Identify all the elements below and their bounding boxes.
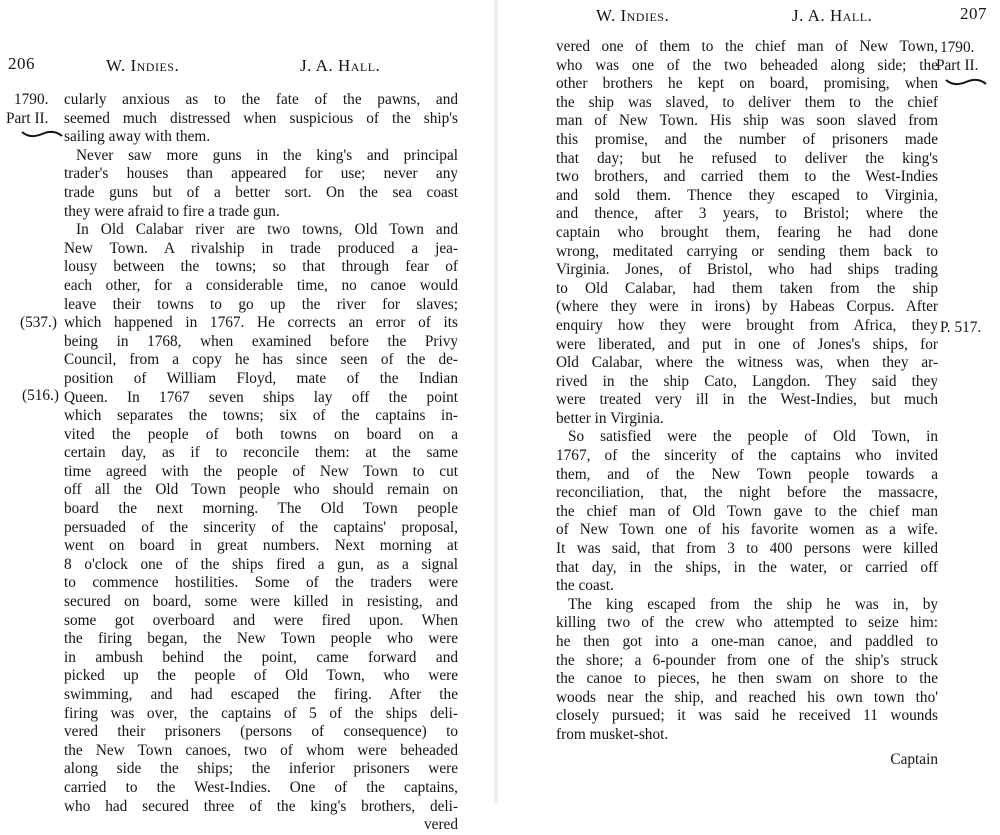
text-line: the shore; a 6-pounder from one of the ship's struck <box>556 651 938 669</box>
text-line: 1767, of the sincerity of the captains who invited <box>556 447 938 465</box>
text-line: and thence, after 3 years, to Bristol; where the <box>556 205 938 223</box>
text-line: The king escaped from the ship he was in, by <box>568 595 938 613</box>
text-line: New Town. A rivalship in trade produced a jea- <box>64 239 458 257</box>
text-line: some got overboard and were fired upon. When <box>64 611 458 629</box>
text-line: Never saw more guns in the king's and principal <box>76 146 458 164</box>
text-line: 8 o'clock one of the ships fired a gun, as a signal <box>64 555 458 573</box>
text-line: which happened in 1767. He corrects an error of its <box>64 314 458 332</box>
text-line: woods near the ship, and reached his own town tho' <box>556 688 938 706</box>
text-line: swimming, and had escaped the firing. After the <box>64 686 458 703</box>
text-line: Council, from a copy he has since seen of the de- <box>64 351 458 369</box>
margin-year: 1790. <box>940 39 975 56</box>
text-line: It was said, that from 3 to 400 persons were killed <box>556 540 938 558</box>
text-line: vered their prisoners (persons of consequence) to <box>64 723 458 741</box>
text-line: leave their towns to go up the river for slaves; <box>64 295 458 313</box>
text-line: Virginia. Jones, of Bristol, who had ships trading <box>556 261 938 279</box>
running-head-section: W. Indies. <box>596 6 670 25</box>
left-page <box>0 0 492 834</box>
text-line: the canoe to pieces, he then swam on shore to the <box>556 670 938 688</box>
running-head-section: W. Indies. <box>106 56 180 75</box>
catchword: Captain <box>890 750 938 768</box>
text-line: Old Calabar, where the witness was, when they ar- <box>556 354 938 372</box>
text-line: captain who brought them, fearing he had done <box>556 223 938 241</box>
right-body-text <box>556 38 938 769</box>
page-number: 206 <box>8 54 35 73</box>
text-line: man of New Town. His ship was soon slaved from <box>556 112 938 130</box>
text-line: In Old Calabar river are two towns, Old Town and <box>76 221 458 239</box>
text-line: the firing began, the New Town people who were <box>64 630 458 648</box>
text-line: this promise, and the number of prisoners made <box>556 130 938 148</box>
margin-part: Part II. <box>936 57 979 74</box>
text-line: persuaded of the sincerity of the captains' proposal, <box>64 518 458 536</box>
text-line: they were afraid to fire a trade gun. <box>64 202 280 220</box>
text-line: of New Town one of his favorite women as a wife. <box>556 521 938 539</box>
book-gutter <box>494 0 498 804</box>
text-line: trader's houses than appeared for use; never any <box>64 165 458 183</box>
text-line: other brothers he kept on board, promising, when <box>556 75 938 93</box>
catchword: vered <box>424 816 458 834</box>
text-line: secured on board, some were killed in resisting, and <box>64 593 458 611</box>
text-line: sailing away with them. <box>64 128 211 146</box>
text-line: Queen. In 1767 seven ships lay off the point <box>64 388 458 406</box>
text-line: firing was over, the captains of 5 of the ships deli- <box>64 704 458 722</box>
text-line: certain day, as if to reconcile them: at the same <box>64 444 458 462</box>
text-line: lousy between the towns; so that through fear of <box>64 258 458 276</box>
text-line: and sold them. Thence they escaped to Virginia, <box>556 186 938 204</box>
text-line: being in 1768, when examined before the Privy <box>64 332 458 350</box>
text-line: the ship was slaved, to deliver them to the chief <box>556 93 938 111</box>
text-line: along side the ships; the inferior prisoners were <box>64 760 458 778</box>
margin-year: 1790. <box>14 91 49 108</box>
text-line: board the next morning. The Old Town people <box>64 500 458 518</box>
text-line: them, and of the New Town people towards a <box>556 465 938 483</box>
running-head-witness: J. A. Hall. <box>792 6 873 25</box>
text-line: vered one of them to the chief man of New Town, <box>556 38 938 55</box>
text-line: picked up the people of Old Town, who were <box>64 667 458 685</box>
text-line: carried to the West-Indies. One of the captains, <box>64 778 458 796</box>
text-line: time agreed with the people of New Town to cut <box>64 462 458 480</box>
margin-swash-ornament <box>944 76 988 88</box>
text-line: cularly anxious as to the fate of the pawns, and <box>64 91 458 108</box>
text-line: better in Virginia. <box>556 409 664 427</box>
text-line: position of William Floyd, mate of the Indian <box>64 369 458 387</box>
text-line: were treated very ill in the West-Indies, but much <box>556 391 938 409</box>
text-line: trade guns but of a better sort. On the sea coast <box>64 183 458 201</box>
text-line: vited the people of both towns on board on a <box>64 425 458 443</box>
text-line: the chief man of Old Town gave to the chief man <box>556 502 938 520</box>
margin-ref-p517: P. 517. <box>940 319 982 336</box>
text-line: to commence hostilities. Some of the traders were <box>64 574 458 592</box>
text-line: were liberated, and put in one of Jones's ships, for <box>556 335 938 353</box>
running-head-witness: J. A. Hall. <box>300 56 381 75</box>
text-line: off all the Old Town people who should remain on <box>64 481 458 499</box>
text-line: from musket-shot. <box>556 725 669 743</box>
text-line: enquiry how they were brought from Africa, they <box>556 316 938 334</box>
margin-swash-ornament <box>20 128 64 140</box>
left-body-text <box>64 91 458 835</box>
text-line: So satisfied were the people of Old Town, in <box>568 428 938 446</box>
text-line: each other, for a considerable time, no canoe would <box>64 276 458 294</box>
margin-part: Part II. <box>6 110 49 127</box>
text-line: that day; but he refused to deliver the king's <box>556 149 938 167</box>
text-line: the New Town canoes, two of whom were beheaded <box>64 741 458 759</box>
text-line: which separates the towns; six of the captains in- <box>64 407 458 425</box>
text-line: the coast. <box>556 577 614 595</box>
margin-ref-516: (516.) <box>22 387 59 404</box>
margin-ref-537: (537.) <box>20 314 57 331</box>
text-line: two brothers, and carried them to the West-Indies <box>556 168 938 186</box>
text-line: that day, in the ships, in the water, or carried off <box>556 558 938 576</box>
text-line: who had secured three of the king's brothers, deli- <box>64 797 458 815</box>
text-line: seemed much distressed when suspicious of the ship's <box>64 109 458 127</box>
right-page <box>500 0 1000 804</box>
page-number: 207 <box>960 4 987 23</box>
text-line: wrong, meditated carrying or sending them back to <box>556 242 938 260</box>
text-line: (where they were in irons) by Habeas Corpus. After <box>556 298 938 316</box>
text-line: rived in the ship Cato, Langdon. They said they <box>556 372 938 390</box>
text-line: closely pursued; it was said he received 11 wounds <box>556 707 938 725</box>
text-line: in ambush behind the point, came forward and <box>64 648 458 666</box>
text-line: who was one of the two beheaded along side; the <box>556 56 938 74</box>
text-line: killing two of the crew who attempted to seize him: <box>556 614 938 632</box>
text-line: to Old Calabar, had them taken from the ship <box>556 279 938 297</box>
text-line: went on board in great numbers. Next morning at <box>64 537 458 555</box>
text-line: reconciliation, that, the night before the massacre, <box>556 484 938 502</box>
text-line: he then got into a one-man canoe, and paddled to <box>556 633 938 650</box>
